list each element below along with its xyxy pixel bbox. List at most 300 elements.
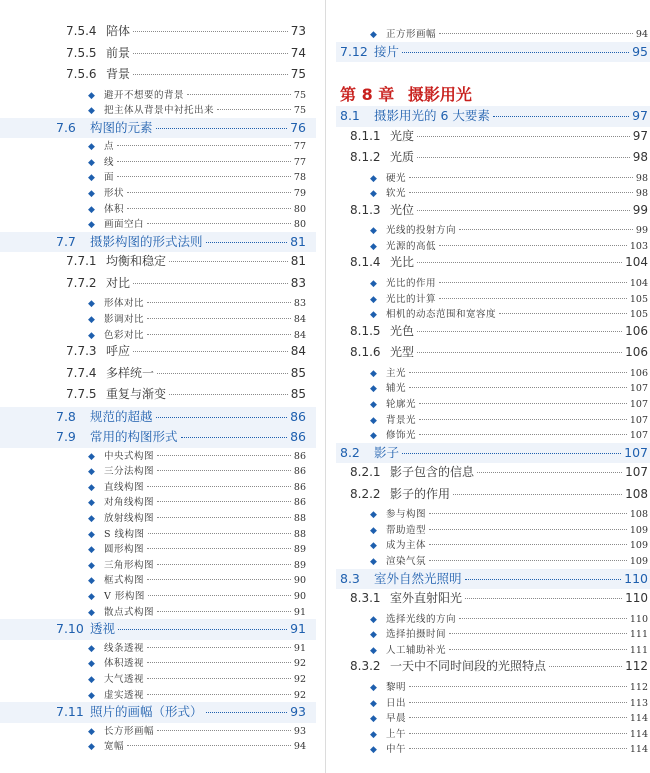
toc-subsection-entry[interactable]	[336, 148, 650, 170]
entry-page-number: 113	[629, 697, 648, 709]
toc-subsection-entry[interactable]	[0, 65, 316, 87]
toc-subsection-entry[interactable]	[0, 252, 316, 274]
entry-page-number: 107	[625, 465, 648, 480]
dot-leader	[117, 176, 291, 177]
toc-bullet-entry[interactable]	[0, 494, 316, 510]
entry-page-number: 112	[629, 681, 648, 693]
toc-bullet-entry[interactable]	[0, 510, 316, 526]
diamond-bullet-icon: ◆	[88, 726, 95, 737]
diamond-bullet-icon: ◆	[370, 241, 377, 252]
dot-leader	[402, 52, 629, 53]
dot-leader	[148, 533, 291, 534]
toc-bullet-entry[interactable]	[0, 479, 316, 495]
entry-title: 影子的作用	[390, 486, 451, 501]
entry-title: 重复与渐变	[106, 387, 167, 402]
entry-page-number: 79	[293, 188, 306, 199]
entry-title: 散点式构图	[104, 606, 155, 618]
toc-bullet-entry[interactable]	[0, 671, 316, 687]
entry-title: 轮廓光	[386, 398, 417, 410]
entry-title: 前景	[106, 45, 131, 60]
entry-title: 上午	[386, 728, 407, 740]
toc-subsection-entry[interactable]	[0, 44, 316, 66]
dot-leader	[417, 157, 630, 158]
dot-leader	[147, 694, 291, 695]
toc-bullet-entry[interactable]	[336, 380, 650, 396]
toc-bullet-entry[interactable]	[0, 102, 316, 118]
entry-number: 8.2.2	[350, 486, 381, 501]
toc-subsection-entry[interactable]	[336, 589, 650, 611]
entry-page-number: 105	[629, 293, 648, 305]
entry-number: 7.5.6	[66, 67, 97, 81]
entry-title: 放射线构图	[104, 513, 155, 524]
entry-page-number: 85	[290, 365, 306, 380]
entry-title: 辅光	[386, 383, 407, 395]
toc-bullet-entry[interactable]	[336, 611, 650, 627]
entry-page-number: 75	[293, 89, 306, 101]
entry-title: 常用的构图形式	[90, 429, 178, 445]
entry-page-number: 80	[293, 203, 306, 215]
toc-bullet-entry[interactable]	[0, 526, 316, 542]
entry-page-number: 78	[293, 172, 306, 184]
toc-bullet-entry[interactable]	[336, 522, 650, 538]
entry-title: 室外直射阳光	[390, 591, 463, 606]
toc-bullet-entry[interactable]	[336, 412, 650, 428]
toc-subsection-entry[interactable]	[0, 274, 316, 296]
toc-section-entry[interactable]	[0, 427, 316, 448]
toc-bullet-entry[interactable]	[0, 588, 316, 604]
entry-title: 三角形构图	[104, 559, 155, 571]
dot-leader	[449, 649, 627, 650]
entry-page-number: 91	[290, 621, 306, 637]
entry-page-number: 107	[629, 398, 648, 410]
diamond-bullet-icon: ◆	[88, 529, 95, 540]
toc-bullet-entry[interactable]	[0, 327, 316, 343]
entry-page-number: 93	[293, 725, 306, 737]
entry-page-number: 114	[629, 728, 648, 740]
entry-number: 7.8	[56, 408, 76, 424]
toc-section-entry[interactable]	[336, 569, 650, 590]
entry-title: 光源的高低	[386, 240, 437, 252]
dot-leader	[147, 486, 291, 487]
entry-page-number: 95	[632, 43, 648, 59]
toc-bullet-entry[interactable]	[0, 216, 316, 232]
diamond-bullet-icon: ◆	[88, 592, 95, 602]
diamond-bullet-icon: ◆	[370, 630, 377, 641]
entry-page-number: 81	[290, 254, 306, 269]
entry-page-number: 98	[635, 172, 648, 184]
entry-title: 人工辅助补光	[386, 644, 447, 656]
entry-page-number: 108	[625, 486, 648, 501]
entry-number: 8.2	[340, 444, 360, 460]
entry-page-number: 74	[290, 45, 306, 60]
entry-page-number: 108	[629, 509, 648, 521]
entry-title: 把主体从背景中衬托出来	[104, 105, 215, 117]
diamond-bullet-icon: ◆	[370, 614, 377, 625]
toc-bullet-entry[interactable]	[336, 427, 650, 443]
entry-page-number: 81	[290, 233, 306, 249]
entry-title: 大气透视	[104, 673, 145, 685]
toc-bullet-entry[interactable]	[0, 557, 316, 573]
entry-page-number: 110	[624, 570, 648, 586]
toc-bullet-entry[interactable]	[336, 170, 650, 186]
entry-page-number: 92	[293, 673, 306, 685]
entry-number: 8.1	[340, 108, 360, 123]
toc-section-entry[interactable]	[336, 42, 650, 63]
entry-page-number: 98	[632, 150, 648, 164]
entry-page-number: 107	[629, 430, 648, 442]
entry-number: 7.10	[56, 621, 84, 637]
diamond-bullet-icon: ◆	[88, 189, 95, 199]
dot-leader	[127, 208, 291, 209]
diamond-bullet-icon: ◆	[370, 415, 377, 426]
entry-title: 正方形画幅	[386, 29, 437, 40]
toc-bullet-entry[interactable]	[336, 695, 650, 711]
dot-leader	[133, 53, 288, 54]
dot-leader	[439, 282, 627, 283]
toc-bullet-entry[interactable]	[0, 687, 316, 703]
dot-leader	[409, 733, 627, 734]
chapter-title: 摄影用光	[407, 85, 472, 104]
entry-title: 形状	[104, 188, 125, 199]
entry-number: 8.3.1	[350, 591, 381, 606]
diamond-bullet-icon: ◆	[88, 204, 95, 215]
entry-title: 背景	[106, 67, 131, 81]
diamond-bullet-icon: ◆	[370, 368, 377, 379]
entry-page-number: 99	[635, 225, 648, 237]
dot-leader	[419, 434, 627, 435]
chapter-heading	[340, 82, 472, 105]
entry-title: V 形构图	[104, 591, 145, 602]
entry-title: 主光	[386, 367, 407, 379]
diamond-bullet-icon: ◆	[88, 330, 95, 341]
toc-subsection-entry[interactable]	[0, 342, 316, 364]
entry-number: 7.7.3	[66, 344, 97, 359]
entry-page-number: 109	[629, 540, 648, 552]
toc-bullet-entry[interactable]	[0, 738, 316, 754]
entry-page-number: 103	[629, 240, 648, 252]
entry-title: 参与构图	[386, 509, 427, 521]
entry-number: 7.7.2	[66, 275, 97, 290]
entry-title: 中午	[386, 744, 407, 756]
entry-page-number: 86	[290, 408, 306, 424]
entry-number: 7.7.5	[66, 387, 97, 402]
entry-title: 陪体	[106, 24, 131, 38]
entry-title: 宽幅	[104, 741, 125, 753]
toc-section-entry[interactable]	[0, 619, 316, 640]
dot-leader	[156, 417, 288, 418]
entry-page-number: 76	[290, 119, 306, 135]
toc-bullet-entry[interactable]	[0, 185, 316, 201]
toc-bullet-entry[interactable]	[336, 291, 650, 307]
dot-leader	[156, 128, 288, 129]
toc-bullet-entry[interactable]	[336, 726, 650, 742]
entry-page-number: 97	[632, 128, 648, 143]
dot-leader	[409, 748, 627, 749]
entry-title: 硬光	[386, 172, 407, 184]
entry-page-number: 86	[293, 497, 306, 509]
toc-bullet-entry[interactable]	[0, 201, 316, 217]
toc-bullet-entry[interactable]	[0, 572, 316, 588]
toc-bullet-entry[interactable]	[336, 537, 650, 553]
entry-title: 体积透视	[104, 658, 145, 670]
entry-page-number: 111	[629, 629, 648, 641]
entry-number: 7.7.4	[66, 365, 97, 380]
toc-section-entry[interactable]	[0, 232, 316, 253]
toc-section-entry[interactable]	[0, 702, 316, 723]
diamond-bullet-icon: ◆	[370, 431, 377, 442]
entry-title: 室外自然光照明	[374, 570, 462, 586]
diamond-bullet-icon: ◆	[370, 714, 377, 725]
toc-bullet-entry[interactable]	[336, 26, 650, 42]
toc-bullet-entry[interactable]	[0, 87, 316, 103]
dot-leader	[147, 334, 291, 335]
entry-page-number: 83	[290, 275, 306, 290]
dot-leader	[465, 598, 622, 599]
dot-leader	[157, 501, 291, 502]
entry-page-number: 106	[625, 345, 648, 360]
toc-bullet-entry[interactable]	[336, 238, 650, 254]
entry-page-number: 86	[290, 429, 306, 445]
entry-title: 影子包含的信息	[390, 465, 475, 480]
toc-bullet-entry[interactable]	[0, 311, 316, 327]
toc-bullet-entry[interactable]	[0, 295, 316, 311]
toc-bullet-entry[interactable]	[336, 396, 650, 412]
dot-leader	[459, 618, 627, 619]
entry-title: 摄影构图的形式法则	[90, 233, 203, 249]
dot-leader	[148, 595, 291, 596]
toc-bullet-entry[interactable]	[0, 138, 316, 154]
toc-subsection-entry[interactable]	[336, 485, 650, 507]
entry-number: 7.6	[56, 119, 76, 135]
toc-bullet-entry[interactable]	[336, 275, 650, 291]
diamond-bullet-icon: ◆	[88, 545, 95, 556]
diamond-bullet-icon: ◆	[370, 745, 377, 756]
dot-leader	[169, 261, 288, 262]
toc-bullet-entry[interactable]	[336, 506, 650, 522]
entry-page-number: 106	[629, 367, 648, 379]
dot-leader	[409, 686, 627, 687]
entry-title: 日出	[386, 697, 407, 709]
entry-title: 三分法构图	[104, 466, 155, 478]
diamond-bullet-icon: ◆	[88, 643, 95, 654]
diamond-bullet-icon: ◆	[370, 278, 377, 289]
entry-page-number: 83	[293, 298, 306, 310]
entry-page-number: 107	[629, 414, 648, 426]
toc-bullet-entry[interactable]	[336, 306, 650, 322]
entry-title: 光度	[390, 128, 415, 143]
diamond-bullet-icon: ◆	[370, 189, 377, 200]
entry-title: 规范的超越	[90, 408, 153, 424]
toc-bullet-entry[interactable]	[336, 741, 650, 757]
toc-subsection-entry[interactable]	[336, 463, 650, 485]
dot-leader	[117, 145, 291, 146]
toc-bullet-entry[interactable]	[0, 723, 316, 739]
toc-section-entry[interactable]	[336, 443, 650, 464]
toc-subsection-entry[interactable]	[336, 201, 650, 223]
dot-leader	[147, 647, 291, 648]
entry-page-number: 75	[293, 105, 306, 117]
dot-leader	[417, 210, 630, 211]
entry-title: 色彩对比	[104, 329, 145, 341]
entry-title: 光比	[390, 255, 415, 270]
toc-bullet-entry[interactable]	[336, 185, 650, 201]
dot-leader	[409, 717, 627, 718]
entry-page-number: 86	[293, 450, 306, 462]
entry-title: 面	[104, 172, 115, 184]
toc-section-entry[interactable]	[336, 106, 650, 127]
entry-title: 软光	[386, 188, 407, 200]
diamond-bullet-icon: ◆	[370, 310, 377, 321]
toc-bullet-entry[interactable]	[336, 222, 650, 238]
toc-subsection-entry[interactable]	[336, 127, 650, 149]
dot-leader	[409, 387, 627, 388]
dot-leader	[157, 517, 291, 518]
dot-leader	[133, 351, 288, 352]
toc-bullet-entry[interactable]	[336, 679, 650, 695]
entry-title: 框式构图	[104, 575, 145, 587]
entry-number: 8.3.2	[350, 659, 381, 674]
entry-title: 对比	[106, 275, 131, 290]
entry-title: 中央式构图	[104, 450, 155, 462]
dot-leader	[439, 33, 633, 34]
entry-page-number: 104	[625, 255, 648, 270]
diamond-bullet-icon: ◆	[88, 514, 95, 524]
diamond-bullet-icon: ◆	[370, 541, 377, 552]
entry-page-number: 99	[632, 202, 648, 217]
diamond-bullet-icon: ◆	[88, 90, 95, 101]
entry-page-number: 84	[290, 344, 306, 359]
entry-page-number: 84	[293, 313, 306, 325]
toc-subsection-entry[interactable]	[336, 657, 650, 679]
toc-section-entry[interactable]	[0, 118, 316, 139]
diamond-bullet-icon: ◆	[88, 142, 95, 153]
entry-page-number: 93	[290, 704, 306, 720]
toc-bullet-entry[interactable]	[0, 604, 316, 620]
toc-bullet-entry[interactable]	[0, 541, 316, 557]
dot-leader	[459, 229, 633, 230]
entry-page-number: 111	[629, 644, 648, 656]
entry-title: 均衡和稳定	[106, 254, 167, 269]
toc-bullet-entry[interactable]	[0, 448, 316, 464]
toc-subsection-entry[interactable]	[0, 385, 316, 407]
entry-title: 选择拍摄时间	[386, 629, 447, 641]
dot-leader	[147, 662, 291, 663]
entry-page-number: 109	[629, 556, 648, 567]
entry-title: 圆形构图	[104, 544, 145, 556]
dot-leader	[449, 633, 627, 634]
diamond-bullet-icon: ◆	[370, 525, 377, 536]
toc-bullet-entry[interactable]	[336, 710, 650, 726]
entry-number: 8.1.2	[350, 150, 381, 164]
entry-page-number: 85	[290, 387, 306, 402]
dot-leader	[409, 177, 633, 178]
entry-title: 体积	[104, 203, 125, 215]
dot-leader	[477, 472, 622, 473]
dot-leader	[157, 730, 291, 731]
entry-page-number: 75	[290, 67, 306, 81]
entry-title: 虚实透视	[104, 689, 145, 701]
toc-bullet-entry[interactable]	[0, 655, 316, 671]
diamond-bullet-icon: ◆	[88, 742, 95, 753]
entry-title: 影子	[374, 444, 400, 460]
entry-page-number: 94	[293, 741, 306, 753]
dot-leader	[117, 161, 291, 162]
toc-bullet-entry[interactable]	[0, 154, 316, 170]
diamond-bullet-icon: ◆	[88, 607, 95, 618]
dot-leader	[147, 548, 291, 549]
entry-title: 呼应	[106, 344, 131, 359]
toc-bullet-entry[interactable]	[336, 626, 650, 642]
entry-page-number: 107	[629, 383, 648, 395]
entry-title: 透视	[90, 621, 116, 637]
entry-number: 8.1.4	[350, 255, 381, 270]
entry-page-number: 89	[293, 544, 306, 556]
entry-title: 线	[104, 156, 115, 168]
entry-title: 照片的画幅（形式）	[90, 704, 203, 720]
dot-leader	[409, 372, 627, 373]
toc-subsection-entry[interactable]	[336, 343, 650, 365]
entry-page-number: 77	[293, 141, 306, 153]
entry-number: 7.11	[56, 704, 84, 720]
dot-leader	[187, 94, 291, 95]
entry-page-number: 94	[635, 29, 648, 40]
toc-bullet-entry[interactable]	[336, 642, 650, 658]
entry-title: 长方形画幅	[104, 725, 155, 737]
dot-leader	[429, 544, 627, 545]
toc-section-entry[interactable]	[0, 407, 316, 428]
dot-leader	[549, 666, 622, 667]
dot-leader	[127, 192, 291, 193]
entry-title: 光位	[390, 202, 415, 217]
dot-leader	[206, 242, 288, 243]
dot-leader	[217, 109, 291, 110]
dot-leader	[402, 453, 621, 454]
dot-leader	[147, 678, 291, 679]
entry-title: 光质	[390, 150, 415, 164]
toc-bullet-entry[interactable]	[0, 463, 316, 479]
toc-bullet-entry[interactable]	[0, 640, 316, 656]
entry-title: S 线构图	[104, 528, 145, 540]
diamond-bullet-icon: ◆	[88, 659, 95, 670]
diamond-bullet-icon: ◆	[370, 557, 377, 567]
dot-leader	[429, 513, 627, 514]
entry-title: 影调对比	[104, 313, 145, 325]
toc-bullet-entry[interactable]	[336, 365, 650, 381]
dot-leader	[419, 419, 627, 420]
toc-subsection-entry[interactable]	[0, 364, 316, 386]
toc-subsection-entry[interactable]	[336, 253, 650, 275]
entry-title: 光型	[390, 345, 415, 360]
toc-bullet-entry[interactable]	[0, 169, 316, 185]
entry-page-number: 89	[293, 559, 306, 571]
dot-leader	[439, 245, 627, 246]
diamond-bullet-icon: ◆	[370, 698, 377, 709]
dot-leader	[453, 494, 622, 495]
diamond-bullet-icon: ◆	[88, 690, 95, 701]
diamond-bullet-icon: ◆	[370, 30, 377, 40]
toc-subsection-entry[interactable]	[0, 22, 316, 44]
dot-leader	[417, 352, 622, 353]
dot-leader	[157, 470, 291, 471]
column-divider	[325, 0, 326, 773]
entry-title: 摄影用光的 6 大要素	[374, 108, 490, 123]
entry-title: 线条透视	[104, 642, 145, 654]
entry-number: 8.1.1	[350, 128, 381, 143]
entry-page-number: 86	[293, 466, 306, 478]
toc-bullet-entry[interactable]	[336, 553, 650, 569]
toc-subsection-entry[interactable]	[336, 322, 650, 344]
diamond-bullet-icon: ◆	[88, 106, 95, 117]
